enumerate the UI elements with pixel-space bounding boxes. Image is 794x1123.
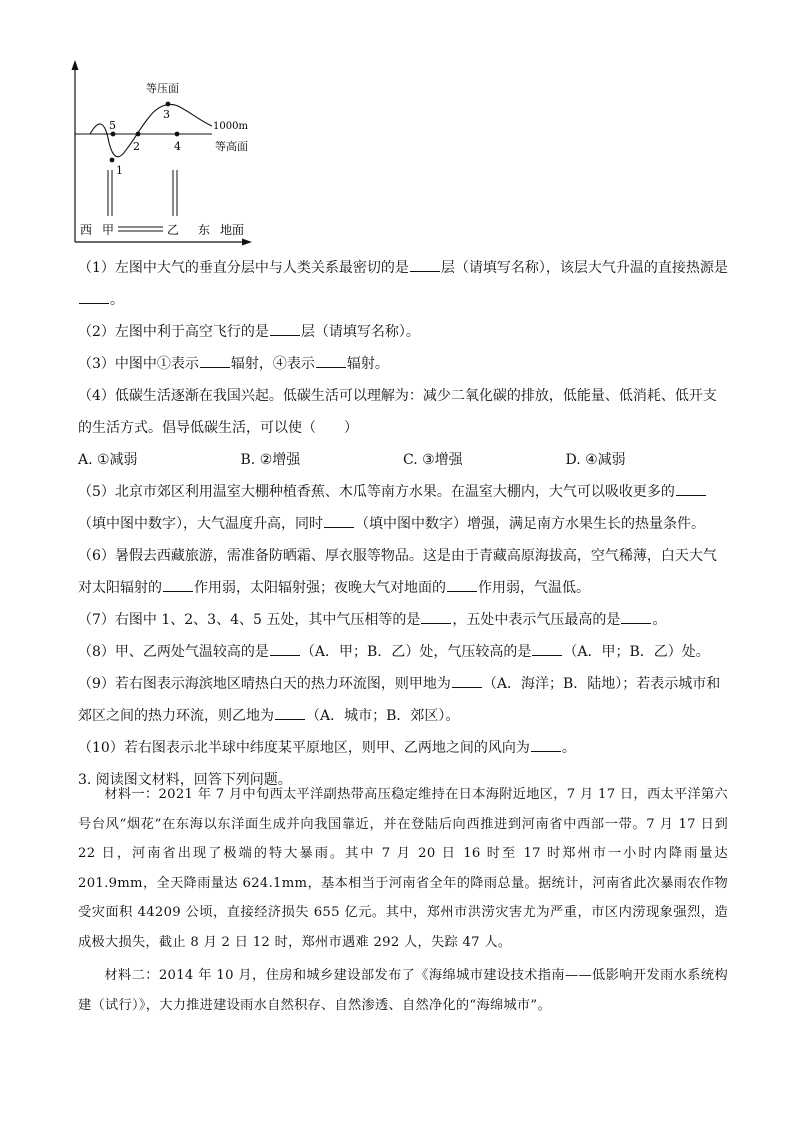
isoheight-label: 等高面 bbox=[215, 140, 248, 153]
option-d[interactable]: D. ④减弱 bbox=[565, 452, 626, 468]
question-9 bbox=[78, 668, 728, 732]
q5-text-c: （填中图中数字）增强，满足南方水果生长的热量条件。 bbox=[355, 516, 705, 532]
height-1000m-label: 1000m bbox=[213, 121, 248, 132]
east-label: 东 bbox=[198, 223, 211, 237]
point-2 bbox=[136, 132, 141, 137]
yi-label: 乙 bbox=[167, 223, 180, 237]
q8-text-a: （8）甲、乙两处气温较高的是 bbox=[78, 644, 269, 660]
isobar-label: 等压面 bbox=[146, 82, 179, 95]
question-7 bbox=[78, 604, 728, 636]
question-3 bbox=[78, 348, 728, 380]
thermal-circulation-diagram bbox=[60, 58, 280, 248]
q10-blank bbox=[531, 737, 561, 752]
option-c[interactable]: C. ③增强 bbox=[403, 452, 463, 468]
question-4-options bbox=[78, 444, 728, 476]
q10-text-a: （10）若右图表示北半球中纬度某平原地区，则甲、乙两地之间的风向为 bbox=[78, 740, 530, 756]
q9-text-a: （9）若右图表示海滨地区晴热白天的热力环流图，则甲地为 bbox=[78, 676, 451, 692]
question-10 bbox=[78, 732, 728, 764]
question-4: （4）低碳生活逐渐在我国兴起。低碳生活可以理解为：减少二氧化碳的排放，低能量、低消耗、低开支的生活方式。倡导低碳生活，可以使（ ） bbox=[78, 388, 717, 436]
q1-text-b: 层（请填写名称），该层大气升温的直接热源是 bbox=[440, 260, 728, 276]
jia-label: 甲 bbox=[102, 223, 115, 237]
q8-blank-1 bbox=[270, 641, 300, 656]
west-label: 西 bbox=[80, 223, 93, 237]
q6-blank-1 bbox=[163, 577, 193, 592]
question-list bbox=[78, 252, 728, 796]
question-2 bbox=[78, 316, 728, 348]
reading-materials bbox=[78, 780, 728, 1020]
q7-text-a: （7）右图中 1、2、3、4、5 五处，其中气压相等的是 bbox=[78, 612, 421, 628]
q6-blank-2 bbox=[447, 577, 477, 592]
point-label-5: 5 bbox=[109, 119, 116, 132]
q3-text-c: 辐射。 bbox=[346, 356, 389, 372]
q3-blank-2 bbox=[316, 353, 346, 368]
point-5 bbox=[111, 132, 116, 137]
q6-text-b: 作用弱，太阳辐射强；夜晚大气对地面的 bbox=[194, 580, 446, 596]
point-label-3: 3 bbox=[163, 108, 170, 121]
q3-text-b: 辐射，④表示 bbox=[230, 356, 315, 372]
q7-text-c: 。 bbox=[652, 612, 667, 628]
q5-text-b: （填中图中数字），大气温度升高，同时 bbox=[78, 516, 323, 532]
ground-axis-arrow bbox=[242, 239, 252, 246]
point-label-1: 1 bbox=[116, 164, 123, 177]
q9-text-c: （A．城市；B．郊区）。 bbox=[306, 708, 460, 724]
q9-text-b: （A．海洋；B．陆地）；若表示城市和郊区之间的热力环流，则乙地为 bbox=[78, 676, 721, 724]
q2-text-b: 层（请填写名称）。 bbox=[300, 324, 420, 340]
option-b[interactable]: B. ②增强 bbox=[240, 452, 301, 468]
point-1 bbox=[110, 158, 115, 163]
q5-blank-2 bbox=[324, 513, 354, 528]
q3-blank-1 bbox=[200, 353, 230, 368]
q1-text-a: （1）左图中大气的垂直分层中与人类关系最密切的是 bbox=[78, 260, 409, 276]
point-4 bbox=[175, 132, 180, 137]
material-one: 材料一：2021 年 7 月中旬西太平洋副热带高压稳定维持在日本海附近地区，7 月 17 日，西太平洋第六号台风“烟花”在东海以东洋面生成并向我国靠近，并在登陆后向西推进到河南省中西部一带。7 月 17 日到 22 日，河南省出现了极端的特大暴雨。其中 7 月 20 日 16 时至 17 时郑州市一小时内降雨量达 201.9mm，全天降雨量达 624.1mm，基本相当于河南省全年的降雨总量。据统计，河南省此次暴雨农作物受灾面积 44209 公顷，直接经济损失 655 亿元。其中，郑州市洪涝灾害尤为严重，市区内涝现象强烈，造成极大损失，截止 8 月 2 日 12 时，郑州市遇难 292 人，失踪 47 人。 bbox=[78, 787, 728, 950]
q5-blank-1 bbox=[676, 481, 706, 496]
material-two: 材料二：2014 年 10 月，住房和城乡建设部发布了《海绵城市建设技术指南——低影响开发雨水系统构建（试行）》，大力推进建设雨水自然积存、自然渗透、自然净化的“海绵城市”。 bbox=[78, 968, 728, 1013]
section-3-title: 3. 阅读图文材料，回答下列问题。 bbox=[78, 772, 292, 788]
q7-text-b: ，五处中表示气压最高的是 bbox=[452, 612, 621, 628]
q5-text-a: （5）北京市郊区利用温室大棚种植香蕉、木瓜等南方水果。在温室大棚内，大气可以吸收更多的 bbox=[78, 484, 675, 500]
q2-blank bbox=[270, 321, 300, 336]
point-3 bbox=[166, 102, 171, 107]
question-1 bbox=[78, 252, 728, 316]
q2-text-a: （2）左图中利于高空飞行的是 bbox=[78, 324, 269, 340]
q6-text-a: （6）暑假去西藏旅游，需准备防晒霜、厚衣服等物品。这是由于青藏高原海拔高，空气稀薄，白天大气对太阳辐射的 bbox=[78, 548, 717, 596]
q8-text-b: （A．甲；B．乙）处，气压较高的是 bbox=[300, 644, 532, 660]
q1-blank-2 bbox=[79, 289, 109, 304]
question-6 bbox=[78, 540, 728, 604]
question-5 bbox=[78, 476, 728, 540]
q3-text-a: （3）中图中①表示 bbox=[78, 356, 199, 372]
point-label-2: 2 bbox=[133, 140, 140, 153]
q8-blank-2 bbox=[532, 641, 562, 656]
option-a[interactable]: A. ①减弱 bbox=[78, 452, 138, 468]
ground-label: 地面 bbox=[220, 223, 245, 237]
q9-blank-2 bbox=[275, 705, 305, 720]
vertical-axis-arrow bbox=[72, 60, 79, 70]
q10-text-b: 。 bbox=[561, 740, 576, 756]
q7-blank-1 bbox=[421, 609, 451, 624]
q7-blank-2 bbox=[621, 609, 651, 624]
q1-blank-1 bbox=[410, 257, 440, 272]
question-8 bbox=[78, 636, 728, 668]
q8-text-c: （A．甲；B．乙）处。 bbox=[563, 644, 710, 660]
q9-blank-1 bbox=[452, 673, 482, 688]
q6-text-c: 作用弱，气温低。 bbox=[478, 580, 590, 596]
point-label-4: 4 bbox=[174, 140, 181, 153]
q1-text-c: 。 bbox=[110, 292, 124, 308]
